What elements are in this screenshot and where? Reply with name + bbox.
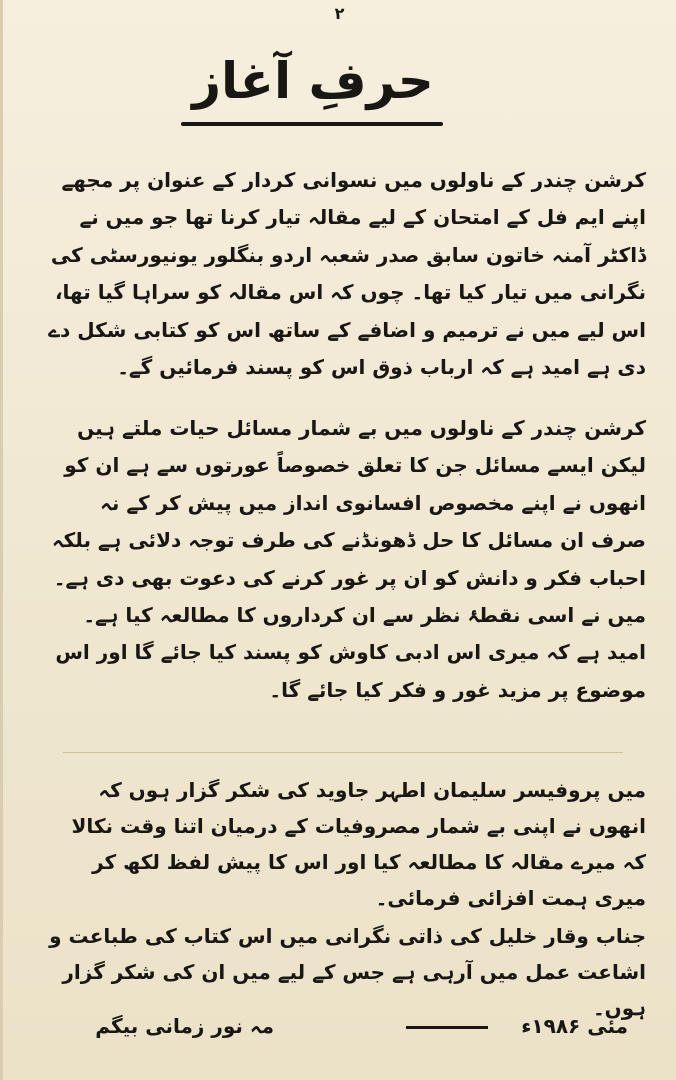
page-title: حرفِ آغاز [192,52,434,110]
paragraph-novels: کرشن چندر کے ناولوں میں بے شمار مسائل حیات ملتے ہیں لیکن ایسے مسائل جن کا تعلق خصوصاً عورتوں سے ہے ان کو انھوں نے اپنے مخصوص افسانوی انداز میں پیش کر کے نہ صرف ان مسائل کا حل ڈھونڈنے کی طرف توجہ دلائی ہے بلکہ احباب فکر و دانش کو ان پر غور کرنے کی دعوت بھی دی ہے۔ میں نے اسی نقطۂ نظر سے ان کرداروں کا مطالعہ کیا ہے۔ امید ہے کہ میری اس ادبی کاوش کو پسند کیا جائے گا اور اس موضوع پر مزید غور و فکر کیا جائے گا۔ [51,416,646,702]
page-number: ۲ [334,4,345,23]
signature-dash [406,1026,488,1029]
signature-date: مئی ۱۹۸۶ء [521,1014,628,1038]
title-underline [181,122,443,126]
section-divider [63,752,623,753]
signature-name: مہ نور زمانی بیگم [95,1014,274,1038]
paragraph-acknowledgement: میں پروفیسر سلیمان اطہر جاوید کی شکر گزار ہوں کہ انھوں نے اپنی بے شمار مصروفیات کے درمیان اتنا وقت نکالا کہ میرے مقالہ کا مطالعہ کیا اور اس کا پیش لفظ لکھ کر میری ہمت افزائی فرمائی۔ [71,778,646,910]
paragraph-intro: کرشن چندر کے ناولوں میں نسوانی کردار کے عنوان پر مجھے اپنے ایم فل کے امتحان کے لیے مقالہ تیار کرنا تھا جو میں نے ڈاکٹر آمنہ خاتون سابق صدر شعبہ اردو بنگلور یونیورسٹی کی نگرانی میں تیار کیا تھا۔ چوں کہ اس مقالہ کو سراہا گیا تھا، اس لیے میں نے ترمیم و اضافے کے ساتھ اس کو کتابی شکل دے دی ہے امید ہے کہ ارباب ذوق اس کو پسند فرمائیں گے۔ [48,168,646,380]
paragraph-publication: جناب وقار خلیل کی ذاتی نگرانی میں اس کتاب کی طباعت و اشاعت عمل میں آرہی ہے جس کے لیے میں ان کی شکر گزار ہوں۔ [49,924,646,1020]
signature-line [46,1008,646,1048]
